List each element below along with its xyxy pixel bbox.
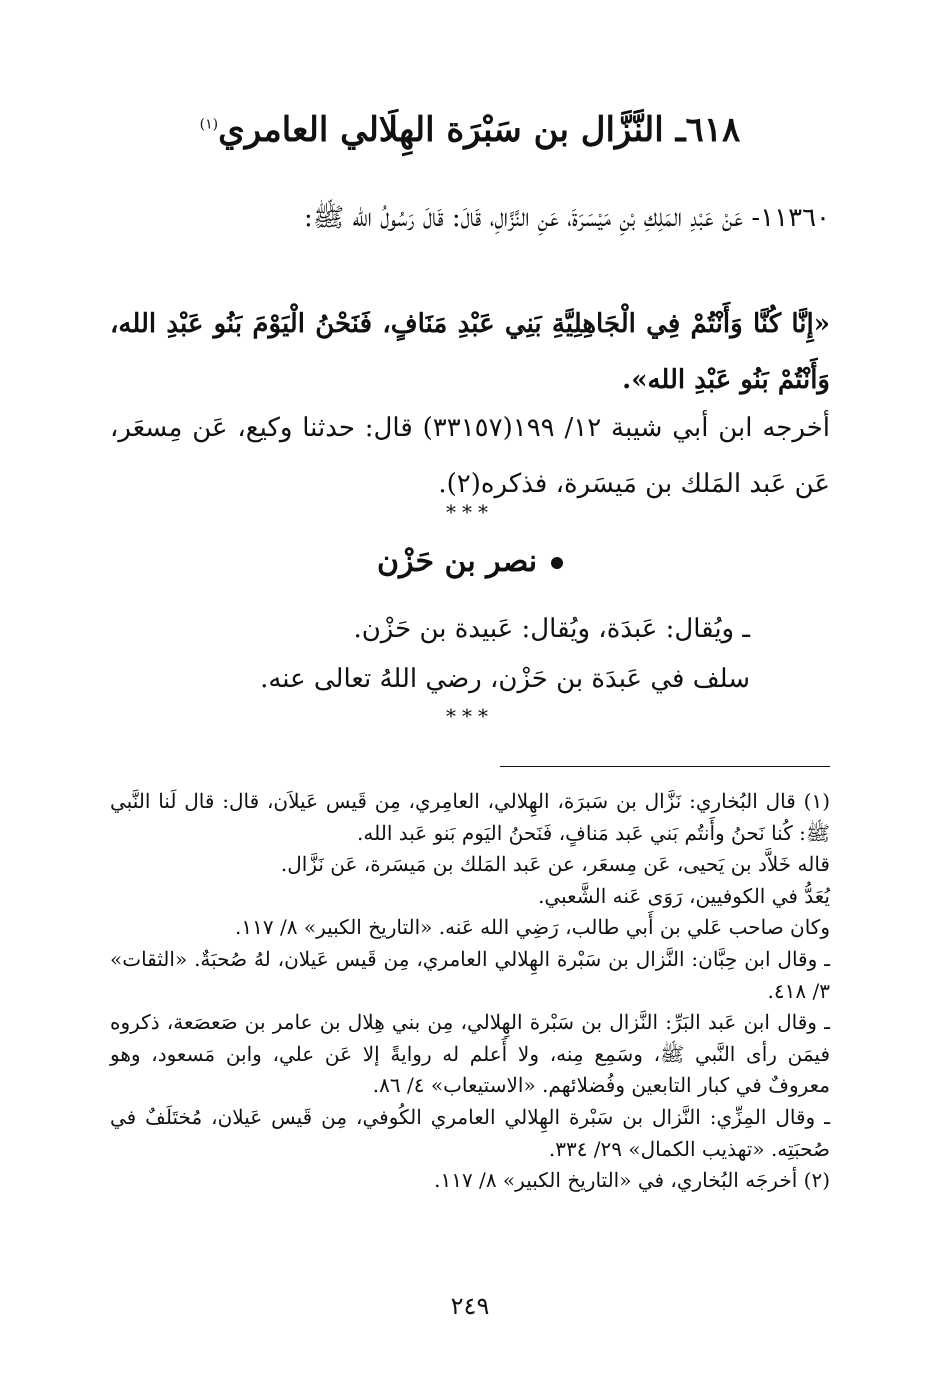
person-notes xyxy=(110,604,750,704)
hadith-matn: «إِنَّا كُنَّا وَأَنْتُمْ فِي الْجَاهِلِيَّةِ بَنِي عَبْدِ مَنَافٍ، فَنَحْنُ الْيَوْمَ بَنُو عَبْدِ الله، وَأَنْتُمْ بَنُو عَبْدِ الله». xyxy=(110,309,830,395)
footnote-paragraph: (١) قال البُخاري: نَزَّال بن سَبرَة، الهِلالي، العامِري، مِن قَيس عَيلاَن، قال: قال لَنا النَّبي ﷺ: كُنا نَحنُ وأَنتُم بَني عَبد مَنافٍ، فَنَحنُ اليَوم بَنو عَبد الله. xyxy=(110,789,830,845)
bullet-icon xyxy=(551,557,563,569)
page-number: ٢٤٩ xyxy=(450,1292,490,1320)
hadith-isnad: ١١٣٦٠- عَنْ عَبْدِ المَلِكِ بْنِ مَيْسَرَةَ، عَنِ النَّزَّالِ، قَالَ: قَالَ رَسُولُ الله ﷺ: xyxy=(303,203,830,233)
entry-title-text: ٦١٨ـ النَّزَّال بن سَبْرَة الهِلَالي العامري xyxy=(218,110,741,150)
footnotes xyxy=(110,786,830,1197)
person-note-line: ـ ويُقال: عَبدَة، ويُقال: عَبيدة بن حَزْن. xyxy=(353,614,750,644)
footnote-paragraph: (٢) أخرجَه البُخاري، في «التاريخ الكبير» ٨/ ١١٧. xyxy=(434,1168,830,1193)
footnote-paragraph: وكان صاحب عَلي بن أَبي طالب، رَضِي الله عَنه. «التاريخ الكبير» ٨/ ١١٧. xyxy=(235,915,830,940)
person-name: نصر بن حَزْن xyxy=(376,544,538,579)
entry-title xyxy=(110,110,830,150)
section-separator: *** xyxy=(446,500,494,524)
section-separator: *** xyxy=(446,704,494,728)
footnote-paragraph: قاله خَلاَّد بن يَحيى، عَن مِسعَر، عن عَبد المَلك بن مَيسَرة، عَن نَزَّال. xyxy=(280,852,830,877)
person-note-line: سلف في عَبدَة بن حَزْن، رضي اللهُ تعالى عنه. xyxy=(260,664,750,694)
footnote-paragraph: ـ وقال المِزِّي: النَّزال بن سَبْرة الهِلالي العامري الكُوفي، مِن قَيس عَيلان، مُختَلَفٌ في صُحبَتِه. «تهذيب الكمال» ٢٩/ ٣٣٤. xyxy=(110,1104,830,1161)
footnote-paragraph: يُعَدُّ في الكوفيين، رَوَى عَنه الشَّعبي. xyxy=(538,883,830,908)
footnote-paragraph: ـ وقال ابن حِبَّان: النَّزال بن سَبْرة الهِلالي العامري، مِن قَيس عَيلان، لهُ صُحبَةٌ. «الثقات» ٣/ ٤١٨. xyxy=(110,946,830,1003)
hadith-takhrij: أخرجه ابن أبي شيبة ١٢/ ١٩٩(٣٣١٥٧) قال: حدثنا وكيع، عَن مِسعَر، عَن عَبد المَلك بن مَيسَرة، فذكره(٢). xyxy=(110,413,830,499)
page xyxy=(110,0,830,1387)
footnote-ref-1: (١) xyxy=(199,116,219,133)
footnote-rule xyxy=(500,766,830,767)
person-heading xyxy=(110,544,830,579)
footnote-paragraph: ـ وقال ابن عَبد البَرِّ: النَّزال بن سَبْرة الهِلالي، مِن بني هِلال بن عامر بن صَعصَعة، ذكروه فيمَن رأى النَّبي ﷺ، وسَمِع مِنه، ولا أَعلم له روايةً إلا عَن علي، وابن مَسعود، وهو معروفٌ في كبار التابعين وفُضلائهم. «الاستيعاب» ٤/ ٨٦. xyxy=(110,1010,830,1098)
